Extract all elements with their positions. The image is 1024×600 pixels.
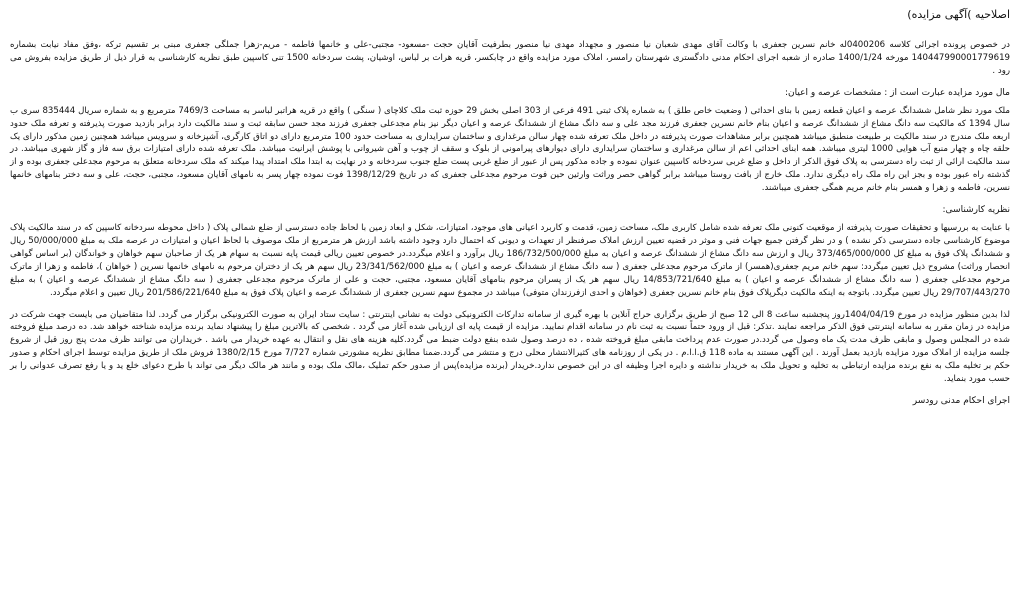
auction-terms-paragraph: لذا بدین منظور مزایده در مورخ 1404/04/19روز پنجشنبه ساعت 8 الی 12 صبح از طریق برگزاری حراج آنلاین با بهره گیری از سامانه تدارکات الکترونیکی دولت به نشانی اینترنتی : سایت ستاد ایران به صورت الکترونیکی برگزار می گردد. لذا متقاضیان می بایست جهت شرکت در مزایده در زمان مقرر به سامانه اینترنتی فوق الذکر مراجعه نمایند .تذکر: قبل از ورود حتماً نسبت به ثبت نام در سامانه اقدام نمایید. مزایده از قیمت پایه ای ارزیابی شده آغاز می گردد . شخصی که بالاترین مبلغ را پیشنهاد نماید برنده مزایده شناخته خواهد شد. ده درصد مبلغ فروخته شده در المجلس وصول و مابقی ظرف مدت یک ماه وصول می گردد.در صورت عدم پرداخت مابقی مبلغ فروخته شده ، ده درصد وصول شده بنفع دولت ضبط می گردد.کلیه هزینه های نقل و انتقال به عهده خریدار می باشد . خریداران می توانند ظرف مدت پنج روز قبل از شروع جلسه مزایده از املاک مورد مزایده بازدید بعمل آورند . این آگهی مستند به ماده 118 ق.ا.ا.م . در یکی از روزنامه های کثیرالانتشار محلی درج و منتشر می گردد.ضمنا مطابق نظریه مشورتی شماره 7/727 مورخ 1380/2/15 فروش ملک از طریق مزایده توسط اجرای احکام و صدور حکم بر تخلیه ملک به نفع برنده مزایده ارتباطی به تخلیه و تحویل ملک به خریدار نداشته و دایره اجرا وظیفه ای در این خصوص ندارد.خریدار (برنده مزایده)پس از صدور حکم تملیک ،مالک ملک بوده و مانند هر مالک دیگر می تواند با طرح دعوای خلع ید و یا رفع تصرف عدوانی را بر حسب مورد بنماید. — [10, 309, 1010, 385]
spacer — [10, 78, 1010, 87]
spacer — [10, 300, 1010, 309]
intro-paragraph: در خصوص پرونده اجرائی کلاسه 0400206له خانم نسرین جعفری با وکالت آقای مهدی شعبان نیا منصور و مجهداد مهدی نیا منصور بطرفیت آقایان حجت -مسعود- مجتبی-علی و خانمها فاطمه - مریم-زهرا جملگی جعفری مبنی بر تقسیم ترکه ،وفق مفاد نیابت بشماره 14044799000177961​9 مورخه 1400/1/24 صادره از شعبه اجرای احکام مدنی دادگستری شهرستان رامسر، املاک مورد مزایده واقع در چابکسر، قریه هرات بر لباس، اوشیان، پشت سردخانه 1500 تنی کاسپین طبق نظریه کارشناسی به قرار ذیل از طریق مزایده بفروش می رود . — [10, 40, 1011, 76]
issuer-signature: اجرای احکام مدنی رودسر — [912, 395, 1010, 406]
property-specs-paragraph: ملک مورد نظر شامل ششدانگ عرصه و اعیان قطعه زمین با بنای احداثی ( وضعیت خاص طلق ) به شماره پلاک ثبتی 491 فرعی از 303 اصلی بخش 29 حوزه ثبت ملک کلاچای ( سنگی ) واقع در قریه هراتبر لباسر به مساحت 7469/3 مترمربع و به شماره سریال 835444 سری ب سال 1394 که مالکیت سه دانگ مشاع از ششدانگ عرصه و اعیان بنام خانم نسرین جعفری فرزند مجد علی و سه دانگ مشاع از ششدانگ عرصه و اعیان دیگر نیز بنام مجدعلی جعفری فرزند مجد حسن سابقه ثبت و سند مالکیت دارد برابر بازدید صورت پذیرفته و تعرفه ملک حدود اربعه ملک مندرج در سند مالکیت بر طبیعت منطبق میباشد همچنین برابر مشاهدات صورت پذیرفته در داخل ملک تعرفه شده چهار سالن مرغداری و ساختمان سرایداری به مساحت حدود 100 مترمربع دارای دو اتاق کارگری، آشپزخانه و سرویس میباشد همچنین زمین مذکور دارای یک حلقه چاه و چهار منبع آب هوایی 1000 لیتری میباشد. همه ابنای احداثی اعم از سالن مرغداری و ساختمان سرایداری دارای دیوارهای پیرامونی از بلوک و سقف از چوب و آهن شیروانی با پوشش ایرانیت میباشد. ملک تعرفه شده دارای امتیازات برق سه فاز و گاز شهری میباشد. در سند مالکیت ارائی از ثبت راه دسترسی به پلاک فوق الذکر از داخل و ضلع غربی سردخانه کاسپین عنوان نموده و جاده مذکور پس از عبور از ضلع غربی پست ضلع جنوب سردخانه و در نهایت به ابتدا ملک امتداد پیدا میکند که ملک سردخانه متعلق به مرحوم مجدعلی جعفری بوده و از گذشته راه عبور بوده و بجز این راه ملک راه دیگری ندارد. ملک خارج از بافت روستا میباشد برابر گواهی حصر وراثت وارثین حین فوت مرحوم مجدعلی جعفری که در تاریخ 1398/12/29 فوت نموده چهار پسر به نامهای آقایان مسعود، مجتبی، حجت، علی و سه دختر بنامهای خانمها نسرین، فاطمه و زهرا و همسر بنام خانم مریم همگی جعفری میباشند. — [10, 105, 1010, 194]
property-specs-heading: مال مورد مزایده عبارت است از : مشخصات عرصه و اعیان: — [785, 87, 1010, 98]
spacer — [10, 386, 1010, 395]
notice-title: اصلاحیه )آگهی مزایده) — [907, 8, 1010, 21]
expert-opinion-heading: نظریه کارشناسی: — [942, 205, 1010, 216]
spacer — [10, 195, 1010, 204]
expert-opinion-paragraph: با عنایت به بررسیها و تحقیقات صورت پذیرفته از موقعیت کنونی ملک تعرفه شده شامل کاربری ملک، مساحت زمین، قدمت و کاربرد اعیانی های موجود، امتیازات، شکل و ابعاد زمین با لحاظ جاده دسترسی از ضلع شمالی پلاک ( داخل محوطه سردخانه کاسپین که در سند مالکیت پلاک موضوع کارشناسی جاده دسترسی ذکر نشده ) و در نظر گرفتن جمیع جهات فنی و موثر در قضیه تعیین ارزش املاک صرفنظر از تعهدات و دیونی که احتمال دارد وجود داشته باشد ارزش هر مترمربع از ملک موصوف با لحاظ اعیان و امتیازات در عرصه ملک به مبلغ 50/000/000 ریال و ششدانگ پلاک فوق به مبلغ کل 373/465/000/000 ریال و ارزش سه دانگ مشاع از ششدانگ عرصه و اعیان به مبلغ 186/732/500/000 ریال برآورد و اعلام میگردد.در خصوص تعیین ریالی قیمت پایه نسبت به سهام هر یک از صاحبان سهم خواهان و خواندگان (بر اساس گواهی انحصار وراثت) مشروح ذیل تعیین میگردد: سهم خانم مریم جعفری(همسر) از ماترک مرحوم مجدعلی جعفری ( سه دانگ مشاع از ششدانگ عرصه و اعیان ) به مبلغ 23/341/562/000 ریال سهم هر یک از دختران مرحوم به نامهای خانمها نسرین ( خواهان )، فاطمه و زهرا از ماترک مرحوم مجدعلی جعفری ( سه دانگ مشاع از ششدانگ عرصه و اعیان ) به مبلغ 14/853/721/640 ریال سهم هر یک از پسران مرحوم بنامهای آقایان مسعود، مجتبی، حجت و علی از ماترک مرحوم مجدعلی جعفری ( سه دانگ مشاع از ششدانگ عرصه و اعیان ) به مبلغ 29/707/443/270 ریال تعیین میگردد. باتوجه به اینکه مالکیت دیگرپلاک فوق بنام خانم نسرین جعفری (خواهان و احدی ازفرزندان متوفی) میباشد در مجموع سهم نسرین جعفری از ششدانگ عرصه و اعیان پلاک فوق به مبلغ 201/586/221/640 ریال تعیین و اعلام میگردد. — [10, 223, 1011, 298]
